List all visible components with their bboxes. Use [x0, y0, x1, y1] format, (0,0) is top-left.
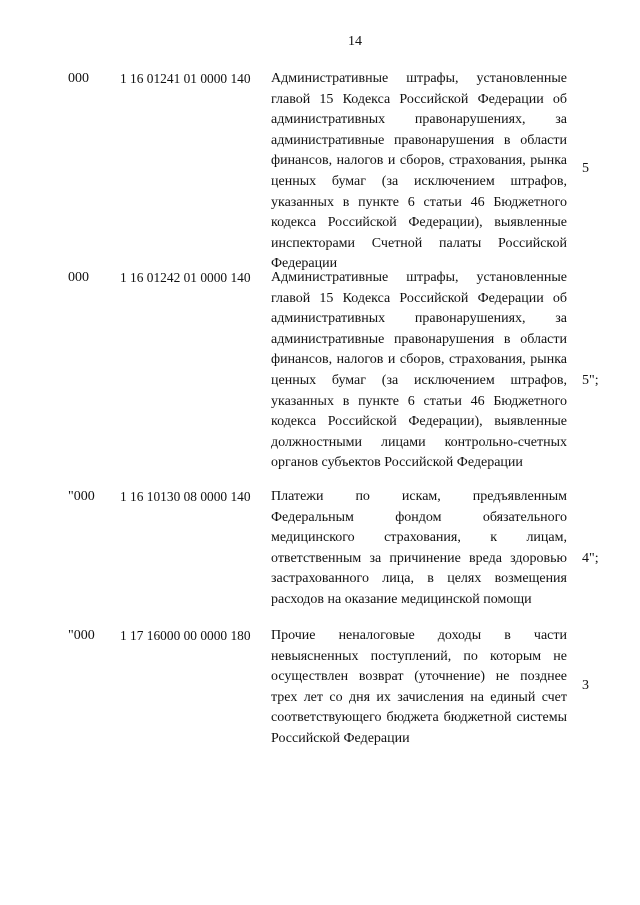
norm-value: 5	[582, 161, 589, 176]
budget-classification-code: 1 17 16000 00 0000 180	[120, 628, 251, 643]
budget-classification-code: 1 16 01241 01 0000 140	[120, 71, 251, 86]
income-description: Платежи по искам, предъявленным Федеральным фондом обязательного медицинского страхования, к лицам, ответственным за причинение вреда здоровью застрахованного лица, в целях возмещения расходов на оказание медицинской помощи	[271, 489, 567, 607]
norm-value: 3	[582, 678, 589, 693]
income-description: Административные штрафы, установленные главой 15 Кодекса Российской Федерации об административных правонарушениях, за административные правонарушения в области финансов, налогов и сборов, страхования, рынка ценных бумаг (за исключением штрафов, указанных в пункте 6 статьи 46 Бюджетного кодекса Российской Федерации), выявленные инспекторами Счетной палаты Российской Федерации	[271, 71, 567, 272]
income-description: Прочие неналоговые доходы в части невыясненных поступлений, по которым не осуществлен возврат (уточнение) не позднее трех лет со дня их зачисления на единый счет соответствующего бюджета бюджетной системы Российской Федерации	[271, 628, 567, 746]
income-description: Административные штрафы, установленные главой 15 Кодекса Российской Федерации об административных правонарушениях, за административные правонарушения в области финансов, налогов и сборов, страхования, рынка ценных бумаг (за исключением штрафов, указанных в пункте 6 статьи 46 Бюджетного кодекса Российской Федерации), выявленные должностными лицами контрольно-счетных органов субъектов Российской Федерации	[271, 270, 567, 471]
norm-value: 5";	[582, 373, 599, 388]
norm-value: 4";	[582, 551, 599, 566]
page-number: 14	[348, 34, 362, 49]
admin-code: "000	[68, 628, 95, 643]
admin-code: 000	[68, 270, 89, 285]
admin-code: 000	[68, 71, 89, 86]
admin-code: "000	[68, 489, 95, 504]
budget-classification-code: 1 16 10130 08 0000 140	[120, 489, 251, 504]
budget-classification-code: 1 16 01242 01 0000 140	[120, 270, 251, 285]
